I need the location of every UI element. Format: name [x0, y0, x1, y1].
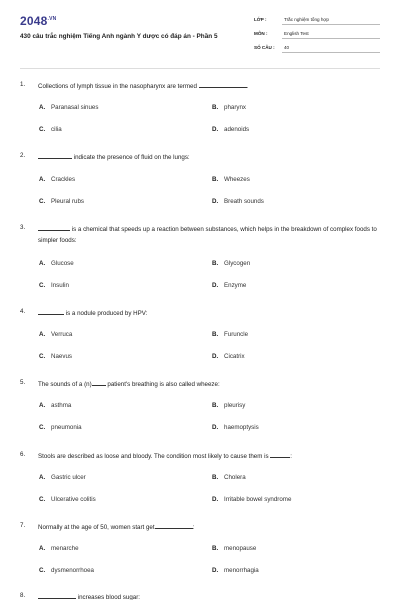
answer-blank: [38, 153, 72, 159]
document-title: 430 câu trắc nghiệm Tiếng Anh ngành Y dược có đáp án - Phần 5: [20, 33, 218, 40]
meta-label: LỚP :: [254, 17, 267, 22]
question-number: 6.: [20, 451, 26, 458]
meta-class: [254, 17, 380, 27]
question-number: 4.: [20, 308, 26, 315]
answer-blank: [92, 380, 106, 386]
question-stem: indicate the presence of fluid on the lungs:: [38, 152, 378, 163]
question-stem: increases blood sugar:: [38, 592, 378, 600]
answer-blank: [270, 452, 290, 458]
question-stem: is a nodule produced by HPV:: [38, 308, 378, 319]
header-divider: [20, 68, 380, 69]
question-number: 8.: [20, 592, 26, 599]
divider: [282, 52, 380, 53]
question-number: 7.: [20, 522, 26, 529]
meta-label: SỐ CÂU :: [254, 45, 275, 50]
answer-blank: [38, 309, 64, 315]
site-logo[interactable]: $2048^{.VN}$: [20, 14, 57, 28]
question-stem: Normally at the age of 50, women start get :: [38, 524, 195, 531]
question-number: 2.: [20, 152, 26, 159]
question-stem: Collections of lymph tissue in the nasopharynx are termed .: [38, 83, 249, 90]
answer-blank: [38, 593, 76, 599]
document-header: [0, 0, 400, 70]
meta-question-count: [254, 45, 380, 55]
question-number: 1.: [20, 81, 26, 88]
question-stem: The sounds of a (n) patient's breathing is also called wheeze:: [38, 381, 220, 388]
divider: [282, 24, 380, 25]
divider: [282, 38, 380, 39]
question-number: 3.: [20, 224, 26, 231]
answer-blank: [155, 523, 193, 529]
question-stem: Stools are described as loose and bloody. The condition most likely to cause them is :: [38, 453, 293, 460]
meta-value: English Test: [284, 31, 309, 36]
meta-label: MÔN :: [254, 31, 268, 36]
meta-value: Trắc nghiệm tổng hợp: [284, 17, 329, 22]
answer-blank: [38, 225, 70, 231]
answer-blank: [199, 82, 247, 88]
question-stem: is a chemical that speeds up a reaction between substances, which helps in the breakdown of complex foods to simpler foods:: [38, 226, 377, 244]
meta-value: 40: [284, 45, 290, 50]
question-number: 5.: [20, 379, 26, 386]
meta-subject: [254, 31, 380, 41]
